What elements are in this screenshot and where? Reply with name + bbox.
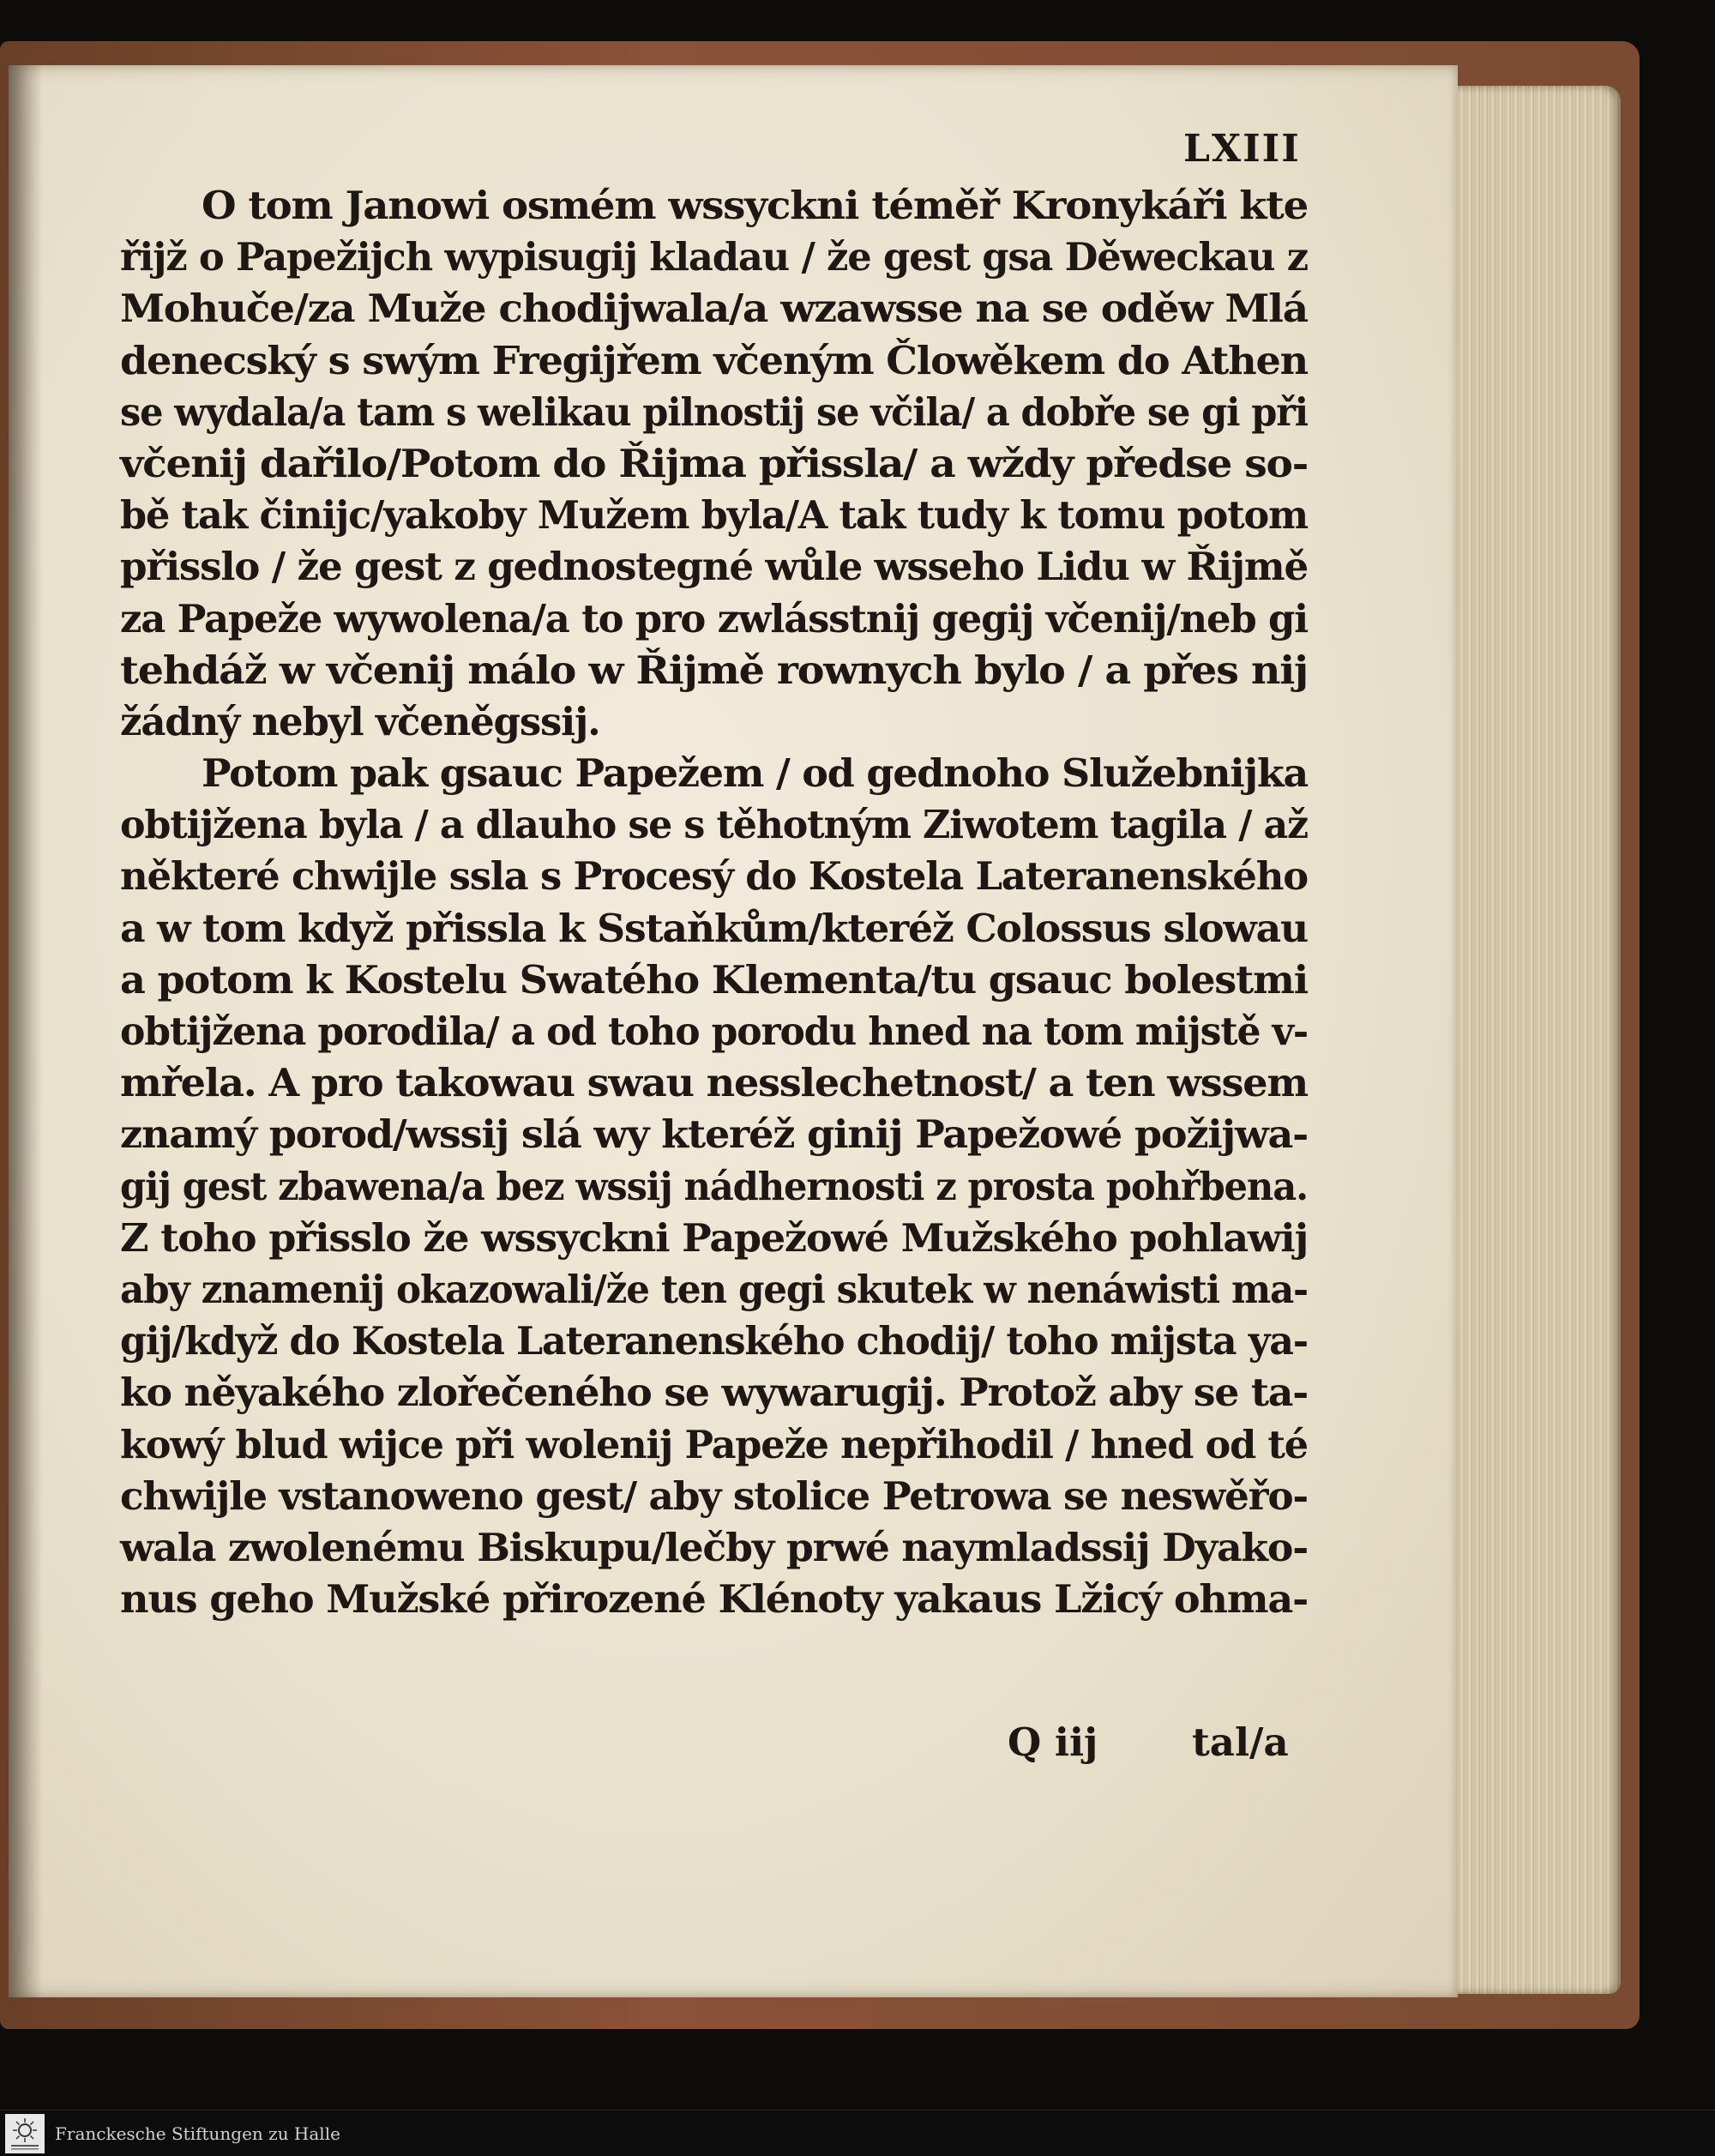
text-line: gij gest zbawena/a bez wssij nádhernosti z prosta pohřbena.: [120, 1163, 1308, 1209]
institution-logo: [5, 2114, 45, 2153]
text-line: včenij dařilo/Potom do Řijma přissla/ a wždy předse so-: [120, 440, 1309, 486]
sun-emblem-icon: [8, 2117, 42, 2151]
text-line: se wydala/a tam s welikau pilnostij se včila/ a dobře se gi při: [120, 388, 1308, 435]
text-line: Potom pak gsauc Papežem / od gednoho Služebnijka: [202, 750, 1308, 797]
text-line: Z toho přisslo že wssyckni Papežowé Mužského pohlawij: [120, 1214, 1308, 1261]
text-line: chwijle vstanoweno gest/ aby stolice Petrowa se neswěřo-: [120, 1472, 1309, 1519]
signature-mark: Q iij: [1008, 1719, 1098, 1765]
page-fore-edge: [1449, 86, 1621, 1994]
text-line: denecský s swým Fregijřem včeným Člowěkem do Athen: [120, 337, 1308, 383]
text-line: a potom k Kostelu Swatého Klementa/tu gsauc bolestmi: [120, 956, 1308, 1003]
text-line: řijž o Papežijch wypisugij kladau / že gest gsa Děweckau z: [120, 234, 1308, 280]
text-line: znamý porod/wssij slá wy kteréž ginij Papežowé požijwa-: [120, 1111, 1308, 1158]
text-line: nus geho Mužské přirozené Klénoty yakaus Lžicý ohma-: [120, 1576, 1308, 1623]
text-line: kowý blud wijce při wolenij Papeže nepřihodil / hned od té: [120, 1421, 1308, 1467]
text-line: některé chwijle ssla s Procesý do Kostela Lateranenského: [120, 853, 1308, 900]
folio-number: LXIII: [1183, 127, 1301, 171]
text-line: žádný nebyl včeněgssij.: [120, 698, 600, 744]
text-block: [120, 180, 1309, 1625]
text-line: O tom Janowi osmém wssyckni téměř Kronykáři kte: [202, 183, 1308, 228]
text-line: obtijžena porodila/ a od toho porodu hned na tom mijstě v-: [120, 1009, 1308, 1054]
text-line: ko něyakého zlořečeného se wywarugij. Protož aby se ta-: [120, 1370, 1308, 1416]
text-line: mřela. A pro takowau swau nesslechetnost/ a ten wssem: [120, 1060, 1309, 1106]
text-line: za Papeže wywolena/a to pro zwlásstnij gegij včenij/neb gi: [120, 595, 1308, 641]
text-line: aby znamenij okazowali/že ten gegi skutek w nenáwisti ma-: [120, 1266, 1308, 1312]
catchword: tal/a: [1192, 1719, 1289, 1765]
text-line: gij/když do Kostela Lateranenského chodij/ toho mijsta ya-: [120, 1318, 1308, 1364]
text-line: tehdáž w včenij málo w Řijmě rownych bylo / a přes nij: [120, 647, 1308, 693]
text-line: bě tak činijc/yakoby Mužem byla/A tak tudy k tomu potom: [120, 492, 1308, 539]
page-foot: [120, 1719, 1312, 1771]
text-line: wala zwolenému Biskupu/lečby prwé naymladssij Dyako-: [120, 1524, 1308, 1570]
gutter-shadow: [9, 65, 43, 1997]
text-line: a w tom když přissla k Sstaňkům/kteréž Colossus slowau: [120, 905, 1308, 951]
institution-footer: [0, 2110, 1715, 2156]
institution-caption: Franckesche Stiftungen zu Halle: [55, 2123, 340, 2144]
text-line: obtijžena byla / a dlauho se s těhotným Ziwotem tagila / až: [120, 802, 1308, 848]
text-line: přisslo / že gest z gednostegné wůle wsseho Lidu w Řijmě: [120, 544, 1308, 590]
text-line: Mohuče/za Muže chodijwala/a wzawsse na se oděw Mlá: [120, 286, 1308, 332]
